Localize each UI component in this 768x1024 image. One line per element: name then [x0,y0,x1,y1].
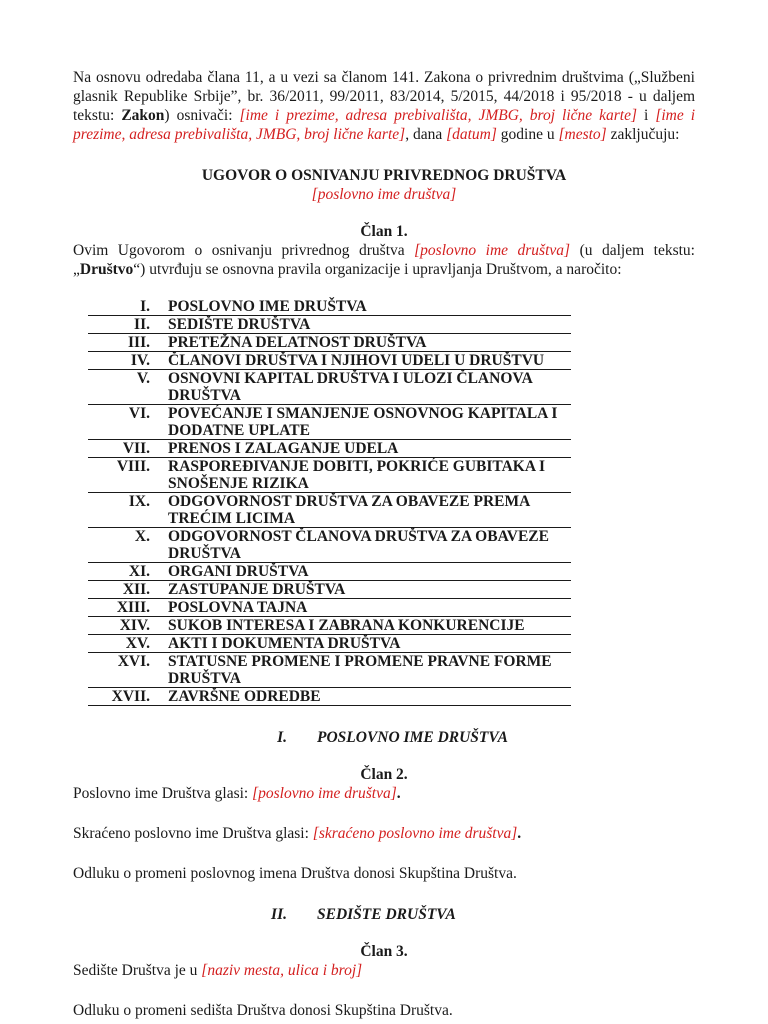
intro-text: godine u [496,126,559,143]
toc-title: STATUSNE PROMENE I PROMENE PRAVNE FORME DRUŠTVA [168,653,571,688]
placeholder-short-company-name: [skraćeno poslovno ime društva] [312,825,518,842]
toc-number: VIII. [88,458,168,493]
intro-text: , dana [405,126,447,143]
intro-zakon: Zakon [121,107,165,124]
toc-number: XV. [88,635,168,653]
toc-row [88,688,571,706]
toc-number: XIV. [88,617,168,635]
toc-title: RASPOREĐIVANJE DOBITI, POKRIĆE GUBITAKA I SNOŠENJE RIZIKA [168,458,571,493]
article-2-paragraph-2 [73,824,695,843]
section-1-title: POSLOVNO IME DRUŠTVA [317,729,508,746]
toc-row [88,316,571,334]
toc-number: X. [88,528,168,563]
toc-row [88,599,571,617]
article-1-text-part: Ovim Ugovorom o osnivanju privrednog društva [73,242,415,259]
toc-row [88,635,571,653]
article-2-heading: Član 2. [360,766,408,783]
section-2-heading [73,905,695,924]
intro-text: ) osnivači: [164,107,240,124]
toc-title: AKTI I DOKUMENTA DRUŠTVA [168,635,571,653]
intro-text: Na osnovu odredaba člana 11, a u vezi sa članom 141. Zakona o privrednim društvima („Službeni glasnik Republike Srbije”, br. 36/2011, 99/2011, 83/2014, 5/2015, 44/2018 i 95/2018 - u daljem tekstu: [73,69,695,124]
toc-title: SEDIŠTE DRUŠTVA [168,316,571,334]
toc-title: POVEĆANJE I SMANJENJE OSNOVNOG KAPITALA I DODATNE UPLATE [168,405,571,440]
toc-title: PRETEŽNA DELATNOST DRUŠTVA [168,334,571,352]
toc-row [88,405,571,440]
article-2-text: . [517,825,522,842]
placeholder-place: [mesto] [558,126,607,143]
toc-title: SUKOB INTERESA I ZABRANA KONKURENCIJE [168,617,571,635]
section-2-number: II. [271,906,287,923]
toc-row [88,370,571,405]
placeholder-address: [naziv mesta, ulica i broj] [201,962,363,979]
toc-number: XVI. [88,653,168,688]
toc-number: XI. [88,563,168,581]
toc-row [88,653,571,688]
section-2-title: SEDIŠTE DRUŠTVA [317,906,456,923]
toc-number: I. [88,298,168,316]
toc-number: III. [88,334,168,352]
article-2-paragraph-1 [73,784,695,803]
toc-row [88,563,571,581]
toc-number: XIII. [88,599,168,617]
article-3-heading: Član 3. [360,943,408,960]
article-1-heading: Član 1. [360,223,408,240]
article-2-paragraph-3: Odluku o promeni poslovnog imena Društva donosi Skupština Društva. [73,865,517,882]
toc-number: XII. [88,581,168,599]
toc-row [88,458,571,493]
placeholder-founder-1: [ime i prezime, adresa prebivališta, JMBG, broj lične karte] [239,107,638,124]
toc-number: IX. [88,493,168,528]
spacer [73,803,695,824]
article-2-text: Skraćeno poslovno ime Društva glasi: [73,825,313,842]
article-3-paragraph-1 [73,961,695,980]
spacer [73,980,695,1001]
toc-number: V. [88,370,168,405]
toc-row [88,298,571,316]
placeholder-company-name: [poslovno ime društva] [414,242,571,259]
toc-row [88,440,571,458]
article-2-text: . [396,785,401,802]
toc-title: ODGOVORNOST ČLANOVA DRUŠTVA ZA OBAVEZE DRUŠTVA [168,528,571,563]
toc-title: OSNOVNI KAPITAL DRUŠTVA I ULOZI ČLANOVA DRUŠTVA [168,370,571,405]
section-1-number: I. [277,729,287,746]
toc-title: ČLANOVI DRUŠTVA I NJIHOVI UDELI U DRUŠTVU [168,352,571,370]
intro-text: zaključuju: [606,126,680,143]
toc-number: II. [88,316,168,334]
toc-row [88,617,571,635]
placeholder-company-name: [poslovno ime društva] [252,785,397,802]
section-1-heading [73,728,695,747]
intro-text: i [637,107,656,124]
article-1-text [73,241,695,279]
spacer [73,843,695,864]
document-page [73,68,695,1020]
article-2-text: Poslovno ime Društva glasi: [73,785,253,802]
article-1-drustvo: Društvo [79,261,134,278]
toc-number: XVII. [88,688,168,706]
table-of-contents [88,298,571,706]
toc-row [88,528,571,563]
toc-title: ZASTUPANJE DRUŠTVA [168,581,571,599]
article-1-text-part: “) utvrđuju se osnovna pravila organizacije i upravljanja Društvom, a naročito: [133,261,622,278]
document-title: UGOVOR O OSNIVANJU PRIVREDNOG DRUŠTVA [201,167,567,184]
article-3-paragraph-2: Odluku o promeni sedišta Društva donosi Skupština Društva. [73,1002,453,1019]
toc-row [88,581,571,599]
toc-title: ODGOVORNOST DRUŠTVA ZA OBAVEZE PREMA TREĆIM LICIMA [168,493,571,528]
toc-number: VII. [88,440,168,458]
toc-number: VI. [88,405,168,440]
toc-title: ORGANI DRUŠTVA [168,563,571,581]
intro-paragraph [73,68,695,144]
document-subtitle-placeholder: [poslovno ime društva] [311,186,457,203]
toc-row [88,334,571,352]
placeholder-date: [datum] [446,126,497,143]
article-3-text: Sedište Društva je u [73,962,202,979]
article-1-text-part: (u daljem tekstu: „ [73,242,695,278]
toc-row [88,352,571,370]
toc-row [88,493,571,528]
placeholder-founder-2: [ime i prezime, adresa prebivališta, JMBG, broj lične karte] [73,107,696,143]
toc-number: IV. [88,352,168,370]
toc-title: POSLOVNO IME DRUŠTVA [168,298,571,316]
toc-title: ZAVRŠNE ODREDBE [168,688,571,706]
toc-title: PRENOS I ZALAGANJE UDELA [168,440,571,458]
toc-title: POSLOVNA TAJNA [168,599,571,617]
